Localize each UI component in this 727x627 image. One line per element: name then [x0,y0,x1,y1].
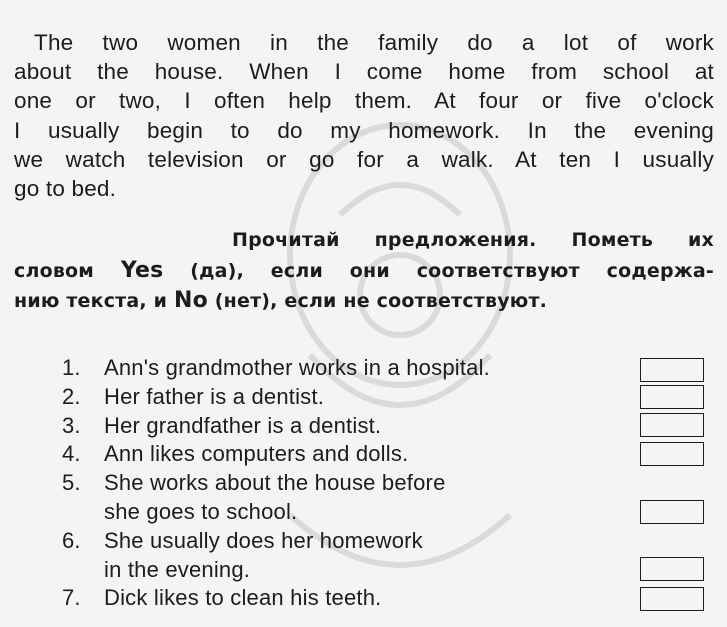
statement-item [62,584,622,613]
statement-item [62,354,622,383]
statement-item-continued [62,498,622,527]
statement-number: 4. [62,441,81,467]
instruction-line-2 [14,256,714,287]
passage-line: we watch television or go for a walk. At ten I usually [14,146,714,172]
reading-passage [14,28,714,203]
instruction-text: словом [14,259,95,282]
statement-item [62,527,622,556]
instruction-text: (да), если они соответствуют содержа- [190,259,714,282]
statement-item [62,412,622,441]
instruction-text: (нет), если не соответствуют. [214,290,548,312]
statement-number: 7. [62,585,81,611]
statement-item-continued [62,556,622,585]
statement-number: 2. [62,383,81,409]
statement-list [62,354,622,613]
statement-number: 6. [62,527,81,553]
statement-number: 3. [62,412,81,438]
passage-line: The two women in the family do a lot of work [34,30,714,55]
answer-box-2[interactable] [640,385,704,409]
instruction-line-3 [14,286,714,317]
passage-line: I usually begin to do my homework. In the evening [14,117,714,143]
no-keyword: No [174,288,208,313]
answer-box-7[interactable] [640,587,704,611]
statement-text: Ann likes computers and dolls. [104,441,409,467]
statement-text: Ann's grandmother works in a hospital. [104,355,490,380]
statement-text: Her father is a dentist. [104,383,325,409]
passage-line: one or two, I often help them. At four or five o'clock [14,88,714,114]
statement-text: Her grandfather is a dentist. [104,412,382,438]
answer-box-5[interactable] [640,500,704,524]
instruction-line-1: Прочитай предложения. Пометь их [232,229,714,251]
answer-box-4[interactable] [640,442,704,466]
passage-line: about the house. When I come home from school at [14,59,714,85]
statement-text: she goes to school. [104,498,298,524]
task-instructions [14,226,714,317]
statement-number: 5. [62,470,81,496]
statement-text: Dick likes to clean his teeth. [104,585,382,611]
statement-item [62,469,622,498]
instruction-text: нию текста, и [14,290,168,312]
statement-text: She works about the house before [104,470,446,496]
statement-number: 1. [62,355,81,380]
answer-box-6[interactable] [640,557,704,581]
passage-line: go to bed. [14,176,117,202]
statement-item [62,383,622,412]
answer-box-3[interactable] [640,413,704,437]
statement-item [62,440,622,469]
yes-keyword: Yes [120,257,164,283]
answer-box-1[interactable] [640,358,704,382]
statement-text: She usually does her homework [104,527,423,553]
statement-text: in the evening. [104,556,251,582]
